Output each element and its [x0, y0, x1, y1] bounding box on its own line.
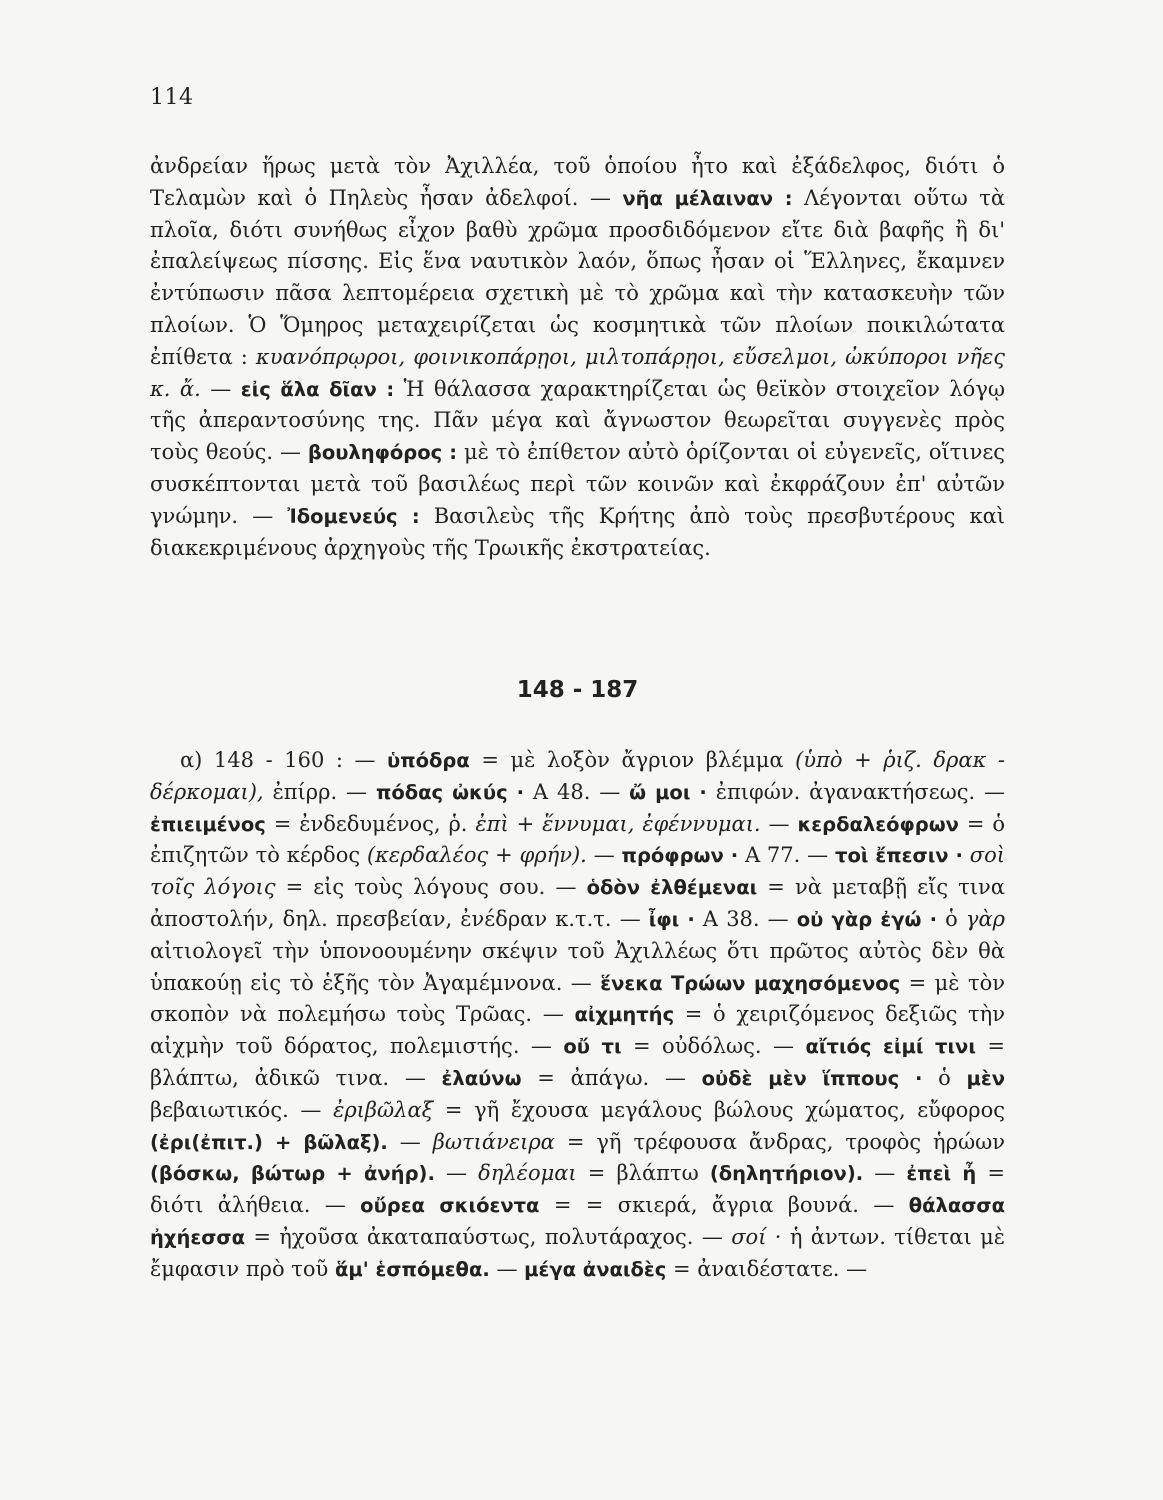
italic-run: (κερδαλέος + φρήν). [366, 843, 587, 868]
lemma-term: εἰς ἅλα δῖαν : [240, 377, 395, 401]
lemma-term: βουληφόρος : [307, 441, 458, 465]
text-run: ἐπίρρ. — [263, 779, 376, 804]
lemma-term: κερδαλεόφρων [797, 812, 959, 836]
lemma-term: ἐπιειμένος [150, 812, 266, 836]
text-run: = γῆ ἔχουσα μεγάλους βώλους χώματος, εὔφορος [433, 1097, 1006, 1122]
text-run: — [387, 1129, 433, 1154]
text-run: = ἐνδεδυμένος, ῥ. [265, 811, 476, 836]
text-run: α) 148 - 160 : — [180, 748, 388, 772]
text-run: = ὁ ἐπιζητῶν τὸ κέρδος [150, 811, 1005, 868]
text-run: Λέγονται οὕτω τὰ πλοῖα, διότι συνήθως εἶχον βαθὺ χρῶμα προσδιδόμενον εἴτε διὰ βαφῆς ἢ δι' ἐπαλείψεως πίσσης. Εἰς ἕνα ναυτικὸν λαόν, ὅπως ἦσαν οἱ Ἕλληνες, ἔκαμνεν ἐντύπωσιν πᾶσα λεπτομέρεια σχετικὴ μὲ τὸ χρῶμα καὶ τὴν κατασκευὴν τῶν πλοίων. Ὁ Ὅμηρος μεταχειρίζεται ὡς κοσμητικὰ τῶν πλοίων ποικιλώτατα ἐπίθετα : [150, 185, 1006, 369]
text-run: Α 38. — [694, 906, 797, 931]
text-run: = ἀπάγω. — [521, 1065, 702, 1090]
italic-run: ἐριβῶλαξ [333, 1097, 434, 1122]
text-run [963, 843, 970, 867]
text-run: Ἡ θάλασσα χαρακτηρίζεται ὡς θεϊκὸν στοιχεῖον λόγῳ τῆς ἀπεραντοσύνης της. Πᾶν μέγα καὶ ἄγνωστον θεωρεῖται συγγενὲς πρὸς τοὺς θεούς. — [150, 376, 1005, 465]
lemma-term: ὑπόδρα [387, 749, 470, 772]
lemma-term: οὐδὲ μὲν ἵππους · [701, 1066, 923, 1090]
italic-run: σοί · [731, 1224, 782, 1249]
text-run: ἀνδρείαν ἥρως μετὰ τὸν Ἀχιλλέα, τοῦ ὁποίου ἦτο καὶ ἐξάδελφος, διότι ὁ Τελαμὼν καὶ ὁ Πηλεὺς ἦσαν ἀδελφοί. — [150, 154, 1005, 210]
text-run: = εἰς τοὺς λόγους σου. — [275, 875, 587, 900]
text-run: — [434, 1161, 479, 1186]
text-run: αἰτιολογεῖ τὴν ὑπονοουμένην σκέψιν τοῦ Ἀχιλλέως ὅτι πρῶτος αὐτὸς δὲν θὰ ὑπακούῃ εἰς τὸ ἑξῆς τὸν Ἀγαμέμνονα. — [150, 938, 1005, 995]
lemma-term: αἰχμητής [574, 1003, 675, 1027]
lemma-term: ἕνεκα Τρώων μαχησόμενος [600, 971, 901, 995]
text-run: ἡ ἀντων. τίθεται μὲ ἔμφασιν πρὸ τοῦ [150, 1224, 1005, 1281]
lemma-term: τοὶ ἔπεσιν · [835, 844, 963, 868]
text-run: ὁ [937, 906, 966, 931]
lemma-term: (βόσκω, βώτωρ + ἀνήρ). [150, 1162, 435, 1186]
lemma-term: Ἰδομενεύς : [287, 504, 420, 528]
text-run: = ἀναιδέστατε. — [666, 1256, 868, 1281]
italic-run: βωτιάνειρα [432, 1129, 555, 1154]
text-run: = βλάπτω [576, 1161, 710, 1186]
lemma-term: αἴτιός εἰμί τινι [805, 1035, 976, 1059]
text-run: Α 77. — [738, 843, 835, 868]
text-run: = γῆ τρέφουσα ἄνδρας, τροφὸς ἡρώων [554, 1129, 1005, 1154]
section-heading: 148 - 187 [516, 677, 639, 703]
italic-run: κυανόπρῳροι, φοινικοπάρῃοι, μιλτοπάρῃοι, εὔσελμοι, ὠκύποροι νῆες κ. ἄ. [150, 344, 1005, 401]
text-run: = ὁ χειριζόμενος δεξιῶς τὴν αἰχμὴν τοῦ δόρατος, πολεμιστής. — [150, 1002, 1005, 1059]
text-run: — [586, 843, 622, 868]
text-run: = μὲ τὸν σκοπὸν νὰ πολεμήσω τοὺς Τρῶας. — [150, 970, 1005, 1027]
italic-run: σοὶ τοῖς λόγοις [150, 843, 1005, 900]
italic-run: (ὑπὸ + ῥιζ. δρακ - δέρκομαι), [150, 748, 1006, 804]
lemma-term: ὁδὸν ἐλθέμεναι [586, 876, 758, 900]
text-run: = νὰ μεταβῇ εἴς τινα ἀποστολήν, δηλ. πρεσβείαν, ἐνέδραν κ.τ.τ. — [150, 875, 1005, 931]
text-run: μὲ τὸ ἐπίθετον αὐτὸ ὁρίζονται οἱ εὐγενεῖς, οἵτινες συσκέπτονται μετὰ τοῦ βασιλέως περὶ τῶν κοινῶν καὶ ἐκφράζουν ἐπ' αὐτῶν γνώμην. — [150, 440, 1005, 528]
lemma-term: (δηλητήριον). [709, 1162, 864, 1186]
lemma-term: οὔ τι [563, 1035, 622, 1059]
text-run: Βασιλεὺς τῆς Κρήτης ἀπὸ τοὺς πρεσβυτέρους καὶ διακεκριμένους ἀρχηγοὺς τῆς Τρωικῆς ἐκστρατείας. [150, 503, 1005, 560]
lemma-term: (ἐρι(ἐπιτ.) + βῶλαξ). [150, 1130, 388, 1154]
commentary-paragraph-1 [150, 151, 1005, 564]
lemma-term: θάλασσα ἠχήεσσα [150, 1194, 1005, 1249]
text-run: = οὐδόλως. — [621, 1034, 806, 1059]
lemma-term: ἶφι · [648, 907, 695, 931]
commentary-paragraph-2 [150, 745, 1005, 1286]
text-run: ὁ [922, 1065, 967, 1090]
lemma-term: ὤ μοι · [629, 780, 707, 804]
text-run: — [489, 1256, 525, 1281]
text-run: ἐπιφών. ἀγανακτήσεως. — [706, 779, 1006, 804]
text-run: — [760, 811, 798, 836]
text-run: βεβαιωτικός. — [150, 1097, 334, 1122]
text-run: — [863, 1161, 907, 1186]
lemma-term: μέγα ἀναιδὲς [524, 1257, 667, 1281]
lemma-term: πόδας ὠκύς · [375, 780, 525, 804]
text-run: Α 48. — [524, 779, 630, 804]
page-number: 114 [150, 85, 194, 110]
lemma-term: ἐπεὶ ἦ [906, 1162, 977, 1186]
lemma-term: ἐλαύνω [441, 1066, 522, 1090]
text-run: = διότι ἀλήθεια. — [150, 1161, 1006, 1218]
text-run: — [200, 376, 241, 401]
text-run: = = σκιερά, ἄγρια βουνά. — [539, 1193, 909, 1218]
italic-run: ἐπὶ + ἕννυμαι, ἐφέννυμαι. [475, 811, 761, 836]
lemma-term: νῆα μέλαιναν : [622, 186, 793, 210]
lemma-term: μὲν [966, 1066, 1005, 1090]
book-page [150, 85, 1005, 1485]
lemma-term: ἅμ' ἑσπόμεθα. [334, 1257, 490, 1281]
lemma-term: οὐ γὰρ ἐγώ · [796, 907, 938, 931]
italic-run: δηλέομαι [478, 1161, 577, 1186]
text-run: = μὲ λοξὸν ἄγριον βλέμμα [469, 748, 796, 772]
lemma-term: πρόφρων · [621, 844, 739, 868]
text-run: = ἠχοῦσα ἀκαταπαύστως, πολυτάραχος. — [244, 1224, 732, 1249]
lemma-term: οὔρεα σκιόεντα [360, 1194, 540, 1218]
italic-run: γὰρ [965, 906, 1005, 931]
text-run: = βλάπτω, ἀδικῶ τινα. — [150, 1034, 1005, 1090]
